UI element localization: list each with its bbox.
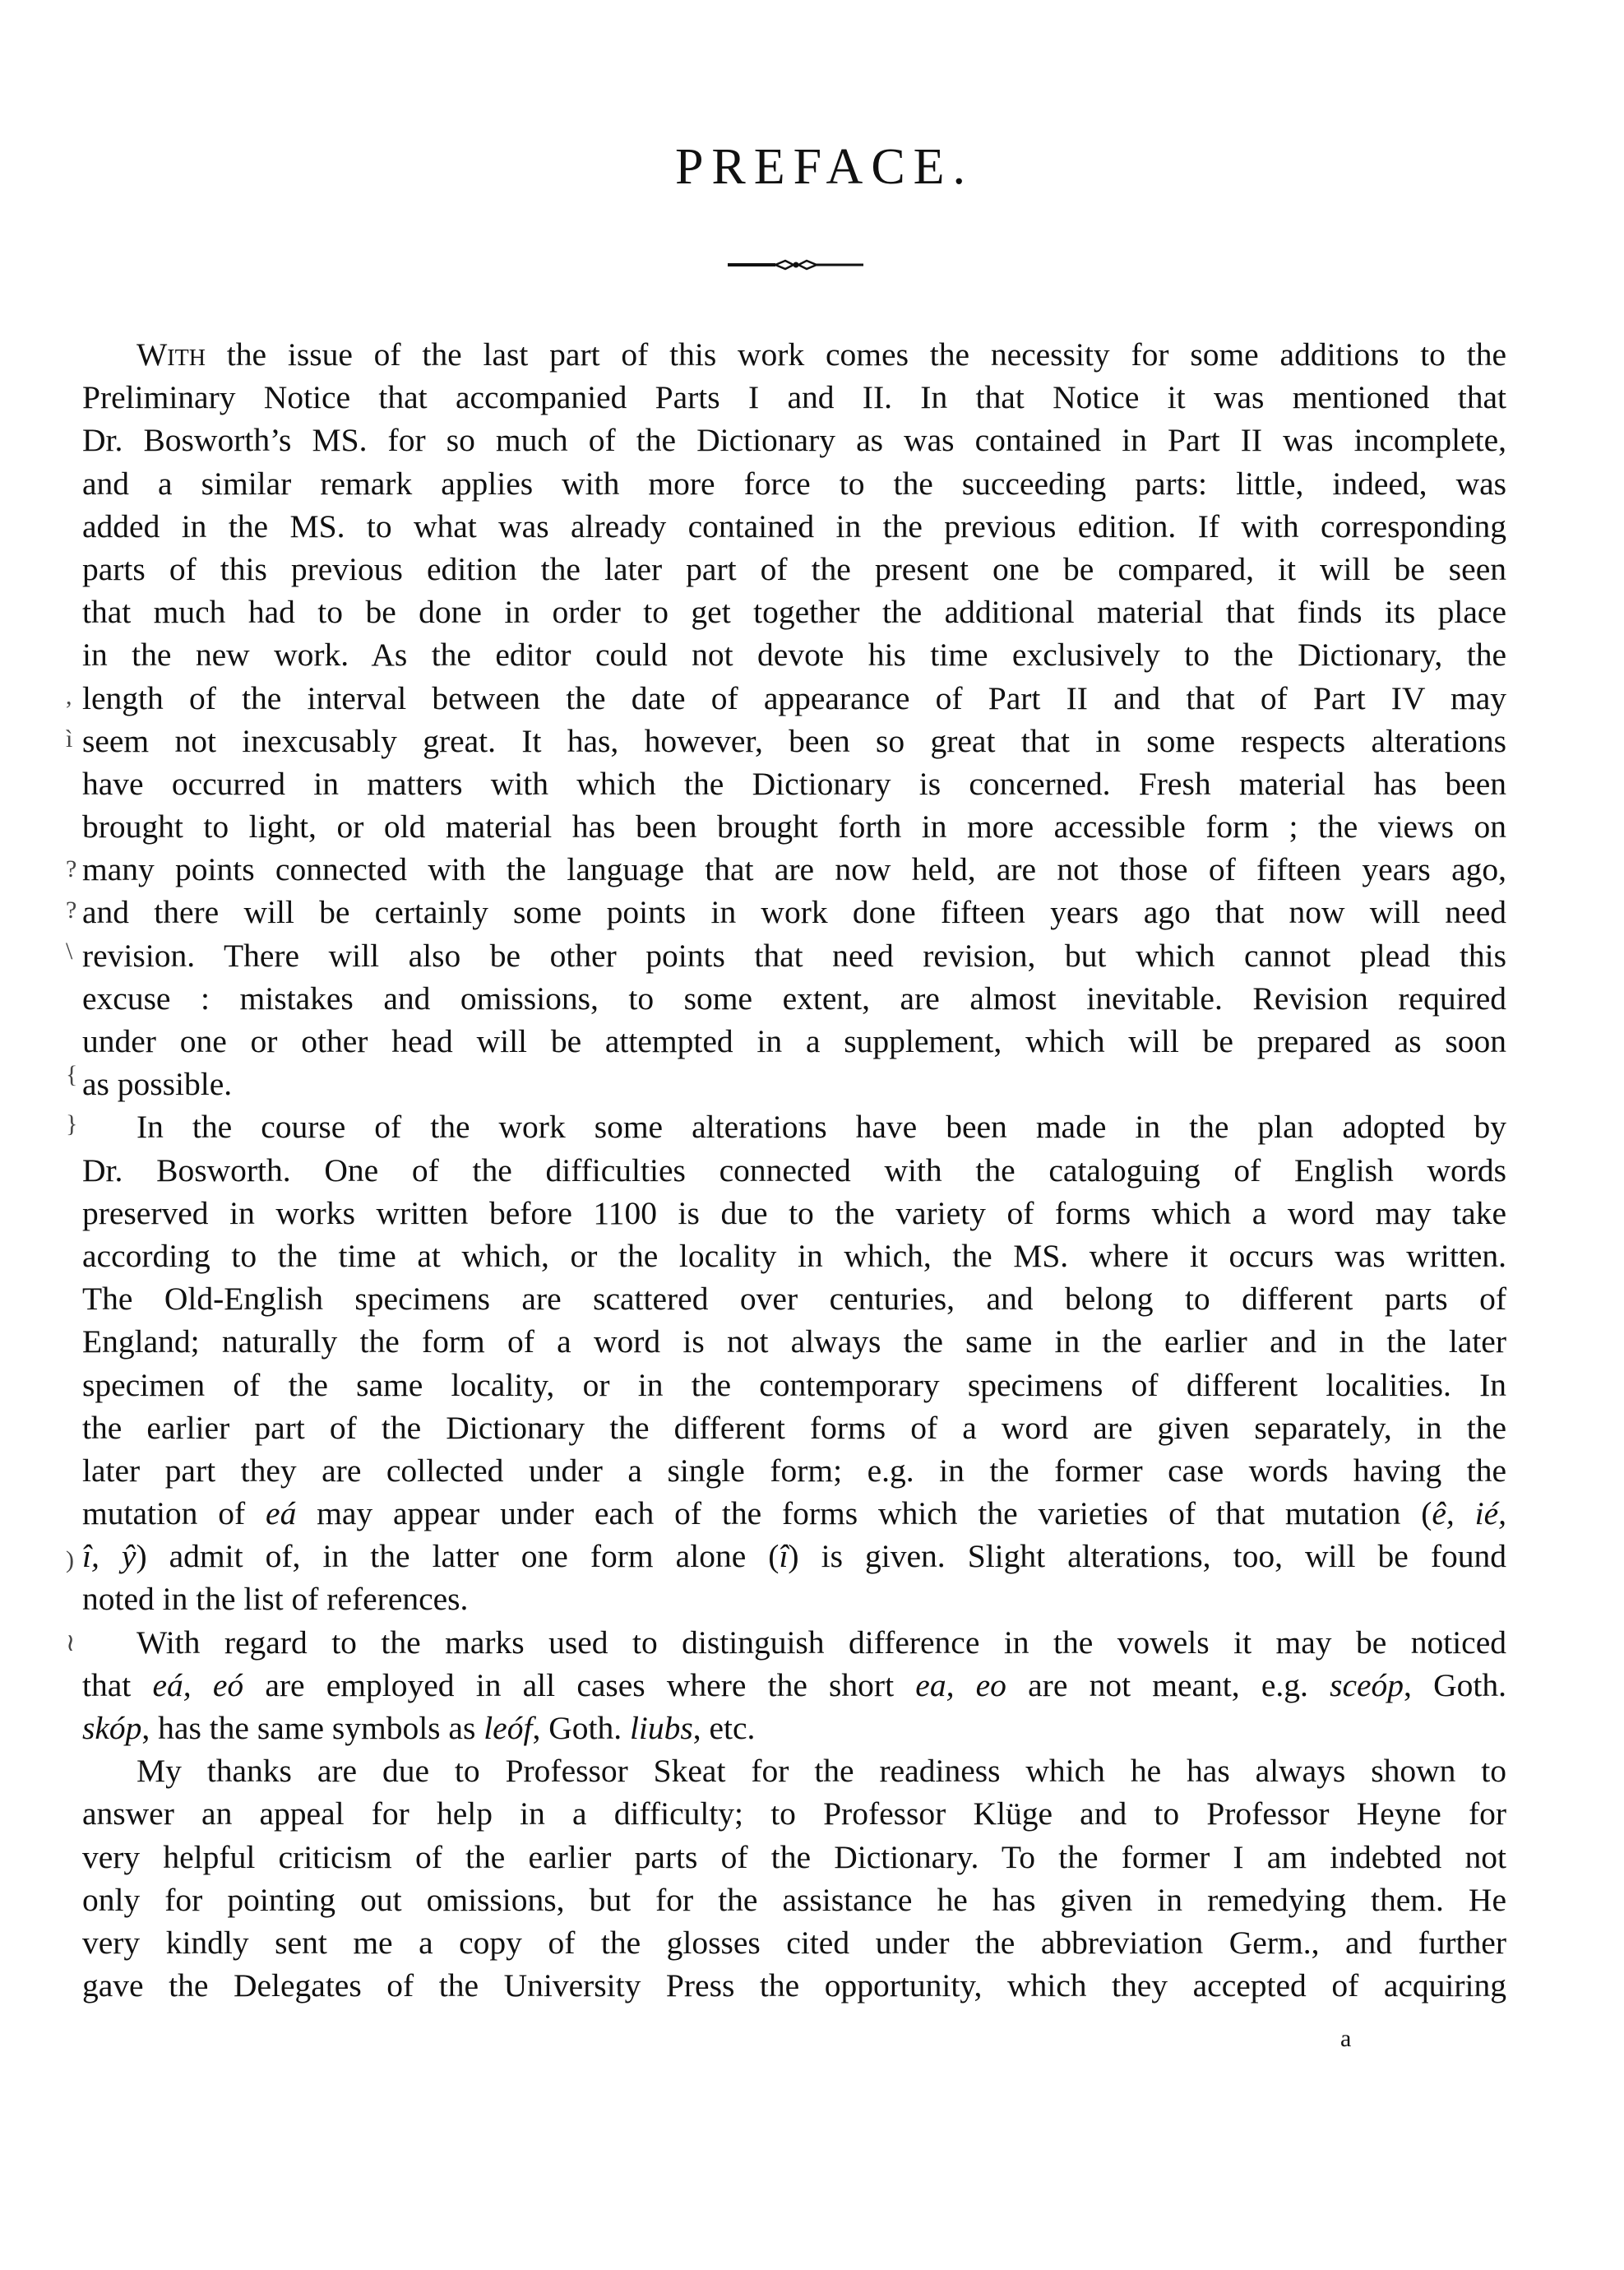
text-line (82, 1749, 1506, 1792)
line-text: , Goth. (1404, 1666, 1507, 1703)
text-line (82, 462, 1506, 505)
text-line (82, 1149, 1506, 1192)
italic-term: ea, eo (915, 1666, 1006, 1703)
text-line (82, 1577, 1506, 1620)
line-text: answer an appeal for help in a difficulty; to Professor Klüge and to Professor Heyne for (82, 1795, 1506, 1832)
line-text: later part they are collected under a single form; e.g. in the former case words having the (82, 1452, 1506, 1489)
text-line (82, 419, 1506, 461)
line-text: the earlier part of the Dictionary the different forms of a word are given separately, in the (82, 1409, 1506, 1446)
line-text: very kindly sent me a copy of the glosses cited under the abbreviation Germ., and further (82, 1924, 1506, 1961)
text-line (82, 805, 1506, 848)
line-text: noted in the list of references. (82, 1581, 469, 1618)
line-text: England; naturally the form of a word is not always the same in the earlier and in the later (82, 1323, 1506, 1360)
line-text: excuse : mistakes and omissions, to some extent, are almost inevitable. Revision required (82, 980, 1506, 1017)
text-line (82, 1105, 1506, 1148)
text-line (82, 1063, 1506, 1105)
text-line (82, 1277, 1506, 1320)
line-text: may appear under each of the forms which the varieties of that mutation ( (296, 1495, 1432, 1532)
text-line (82, 1792, 1506, 1835)
line-text: that much had to be done in order to get together the additional material that finds its place (82, 594, 1506, 631)
line-text: according to the time at which, or the locality in which, the MS. where it occurs was written. (82, 1237, 1506, 1274)
line-text: that (82, 1666, 153, 1703)
text-line (82, 934, 1506, 977)
italic-term: eá (266, 1495, 297, 1532)
line-text: under one or other head will be attempted in a supplement, which will be prepared as soon (82, 1023, 1506, 1059)
line-text: in the new work. As the editor could not devote his time exclusively to the Dictionary, the (82, 637, 1506, 674)
margin-mark: ì (66, 725, 73, 753)
text-line (82, 720, 1506, 762)
italic-term: sceóp (1330, 1666, 1404, 1703)
margin-annotations (66, 683, 84, 1670)
preface-body (82, 333, 1506, 2007)
text-line (82, 1664, 1506, 1707)
text-line (82, 1621, 1506, 1664)
margin-mark: ? (66, 896, 77, 924)
text-line (82, 1964, 1506, 2007)
text-line (82, 1921, 1506, 1964)
line-text: My thanks are due to Professor Skeat for the readiness which he has always shown to (136, 1753, 1506, 1790)
italic-term: î, ŷ (82, 1538, 136, 1575)
text-line (82, 1235, 1506, 1277)
line-text: ) is given. Slight alterations, too, will be found (788, 1538, 1506, 1575)
margin-mark: } (66, 1110, 78, 1137)
text-line (82, 376, 1506, 419)
text-line (82, 762, 1506, 805)
text-line (82, 1192, 1506, 1235)
lead-word: With (136, 336, 206, 373)
text-line (82, 1707, 1506, 1749)
line-text: Dr. Bosworth. One of the difficulties connected with the cataloguing of English words (82, 1151, 1506, 1188)
text-line (82, 1364, 1506, 1406)
line-text: only for pointing out omissions, but for the assistance he has given in remedying them. He (82, 1881, 1506, 1918)
line-text: , has the same symbols as (141, 1710, 484, 1746)
margin-mark: ) (66, 1546, 74, 1573)
line-text: preserved in works written before 1100 is due to the variety of forms which a word may take (82, 1194, 1506, 1231)
margin-mark: { (66, 1061, 78, 1088)
line-text: , Goth. (532, 1710, 630, 1746)
line-text: , etc. (692, 1710, 756, 1746)
line-text: With regard to the marks used to distinguish difference in the vowels it may be noticed (136, 1624, 1506, 1661)
text-line (82, 1535, 1506, 1577)
text-line (82, 1449, 1506, 1492)
text-line (82, 1406, 1506, 1449)
line-text: as possible. (82, 1066, 233, 1103)
line-text: many points connected with the language that are now held, are not those of fifteen years ago, (82, 851, 1506, 888)
italic-term: leóf (483, 1710, 533, 1746)
margin-mark: ≀ (66, 1629, 76, 1656)
line-text: seem not inexcusably great. It has, however, been so great that in some respects alterations (82, 722, 1506, 759)
text-line (82, 1320, 1506, 1363)
text-line (82, 1492, 1506, 1535)
line-text: are not meant, e.g. (1006, 1666, 1330, 1703)
margin-mark: ? (66, 855, 77, 883)
line-text: brought to light, or old material has been brought forth in more accessible form ; the views on (82, 808, 1506, 845)
text-line (82, 891, 1506, 933)
line-text: added in the MS. to what was already contained in the previous edition. If with corresponding (82, 507, 1506, 544)
margin-mark: \ (66, 938, 73, 965)
line-text: ) admit of, in the latter one form alone ( (136, 1538, 780, 1575)
line-text: gave the Delegates of the University Press the opportunity, which they accepted of acquiring (82, 1967, 1506, 2004)
italic-term: î (779, 1538, 789, 1575)
line-text: the issue of the last part of this work comes the necessity for some additions to the (205, 336, 1506, 373)
text-line (82, 1879, 1506, 1921)
line-text: revision. There will also be other points that need revision, but which cannot plead this (82, 937, 1506, 974)
signature-mark: a (1340, 2025, 1352, 2052)
line-text: very helpful criticism of the earlier parts of the Dictionary. To the former I am indebted not (82, 1838, 1506, 1875)
text-line (82, 505, 1506, 548)
page-title: PREFACE. (674, 139, 974, 195)
line-text: The Old-English specimens are scattered over centuries, and belong to different parts of (82, 1281, 1506, 1318)
text-line (82, 333, 1506, 376)
line-text: parts of this previous edition the later part of the present one be compared, it will be seen (82, 550, 1506, 587)
italic-term: eá, eó (152, 1666, 244, 1703)
line-text: Preliminary Notice that accompanied Parts I and II. In that Notice it was mentioned that (82, 379, 1506, 416)
line-text: length of the interval between the date of appearance of Part II and that of Part IV may (82, 679, 1506, 716)
line-text: specimen of the same locality, or in the contemporary specimens of different localities. In (82, 1366, 1506, 1403)
text-line (82, 1836, 1506, 1879)
text-line (82, 848, 1506, 891)
line-text: and a similar remark applies with more force to the succeeding parts: little, indeed, was (82, 465, 1506, 502)
italic-term: liubs (629, 1710, 693, 1746)
line-text: mutation of (82, 1495, 266, 1532)
text-line (82, 1020, 1506, 1063)
italic-term: ê, ié, (1432, 1495, 1506, 1532)
line-text: In the course of the work some alterations have been made in the plan adopted by (136, 1109, 1506, 1146)
line-text: are employed in all cases where the short (243, 1666, 916, 1703)
text-line (82, 591, 1506, 633)
margin-mark: , (66, 683, 72, 710)
line-text: have occurred in matters with which the Dictionary is concerned. Fresh material has been (82, 765, 1506, 802)
italic-term: skóp (82, 1710, 142, 1746)
ornament-rule-icon (728, 258, 863, 271)
text-line (82, 633, 1506, 676)
text-line (82, 977, 1506, 1020)
text-line (82, 548, 1506, 591)
text-line (82, 677, 1506, 720)
line-text: and there will be certainly some points in work done fifteen years ago that now will need (82, 894, 1506, 931)
line-text: Dr. Bosworth’s MS. for so much of the Dictionary as was contained in Part II was incomplete, (82, 422, 1506, 459)
